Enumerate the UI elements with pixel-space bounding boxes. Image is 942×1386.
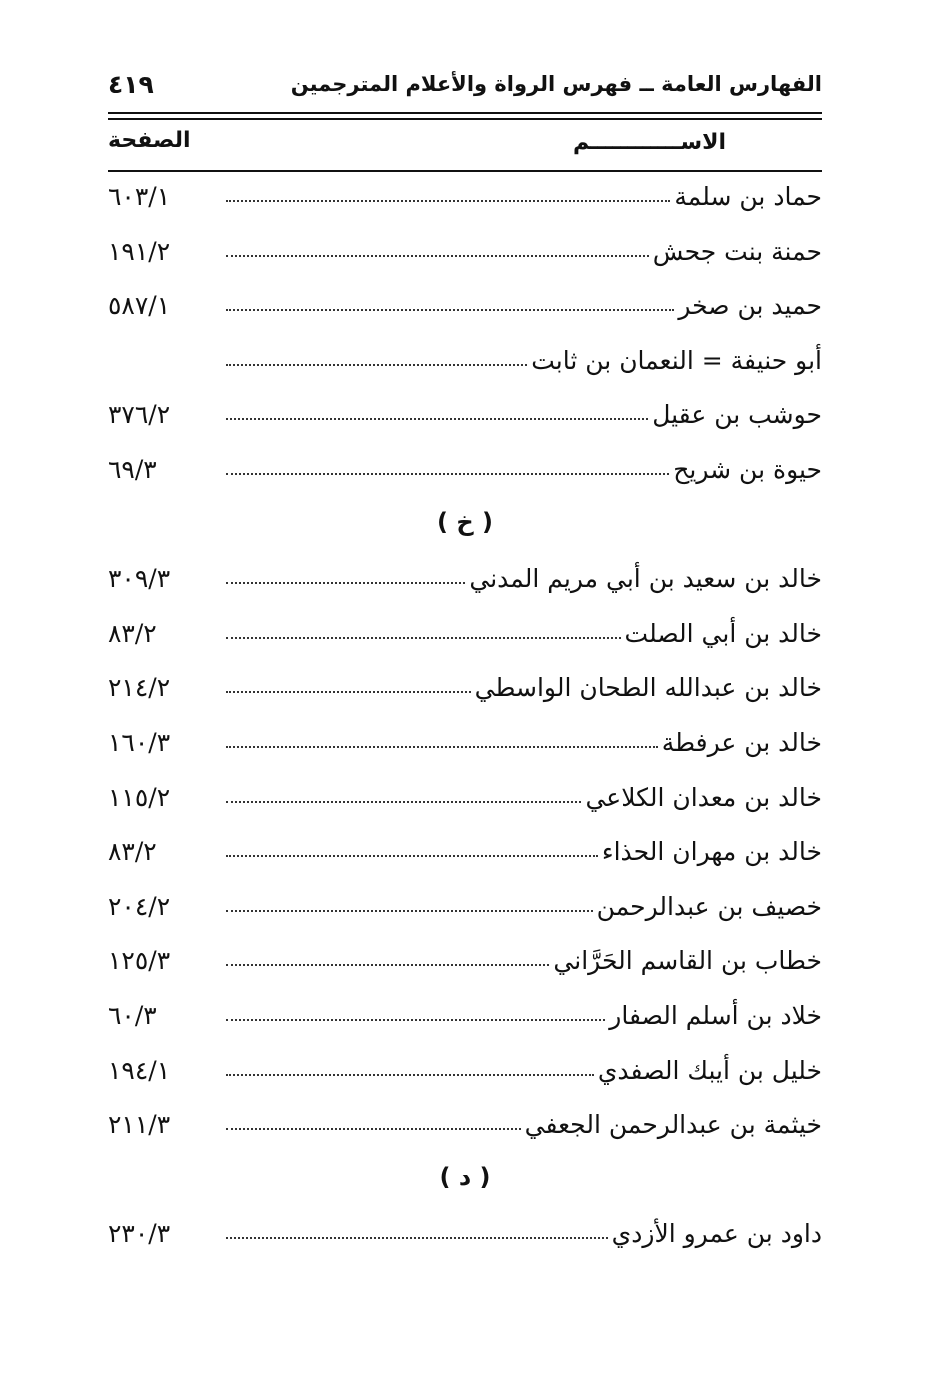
header-rule-bottom xyxy=(108,118,822,120)
entry-page-ref: ٣٧٦/٢ xyxy=(108,400,171,429)
leader-dots xyxy=(226,746,658,748)
header-rule-top xyxy=(108,112,822,114)
section-letter: ( د ) xyxy=(439,1163,491,1191)
leader-dots xyxy=(226,964,549,966)
index-entry xyxy=(108,560,822,604)
page-number: ٤١٩ xyxy=(108,70,154,99)
index-entry xyxy=(108,888,822,932)
entry-page-ref: ٢٣٠/٣ xyxy=(108,1219,171,1248)
entry-name: خطاب بن القاسم الحَرَّاني xyxy=(553,946,822,975)
index-entry xyxy=(108,1215,822,1259)
entry-name: خلاد بن أسلم الصفار xyxy=(609,1001,822,1030)
index-entry xyxy=(108,724,822,768)
index-entry xyxy=(108,396,822,440)
leader-dots xyxy=(226,582,465,584)
entry-name: حميد بن صخر xyxy=(678,291,822,320)
entry-page-ref: ١٩١/٢ xyxy=(108,237,171,266)
section-letter: ( خ ) xyxy=(437,508,493,536)
index-entry xyxy=(108,451,822,495)
entry-page-ref: ٦٠٣/١ xyxy=(108,182,171,211)
leader-dots xyxy=(226,309,674,311)
entry-name: حماد بن سلمة xyxy=(674,182,822,211)
index-entry xyxy=(108,833,822,877)
running-title: الفهارس العامة ــ فهرس الرواة والأعلام المترجمين xyxy=(290,72,822,96)
entry-name: خصيف بن عبدالرحمن xyxy=(596,892,822,921)
leader-dots xyxy=(226,1019,605,1021)
index-entry xyxy=(108,178,822,222)
index-entry xyxy=(108,615,822,659)
leader-dots xyxy=(226,855,598,857)
leader-dots xyxy=(226,364,527,366)
index-entry xyxy=(108,779,822,823)
index-entries xyxy=(108,178,822,1278)
leader-dots xyxy=(226,1074,594,1076)
entry-name: خالد بن أبي الصلت xyxy=(624,619,822,648)
entry-page-ref: ١٢٥/٣ xyxy=(108,946,171,975)
index-entry xyxy=(108,342,822,386)
entry-page-ref: ٢١٤/٢ xyxy=(108,673,171,702)
entry-name: خالد بن عرفطة xyxy=(661,728,822,757)
leader-dots xyxy=(226,255,649,257)
leader-dots xyxy=(226,1237,608,1239)
index-entry xyxy=(108,233,822,277)
entry-page-ref: ٢١١/٣ xyxy=(108,1110,171,1139)
leader-dots xyxy=(226,691,471,693)
entry-page-ref: ٨٣/٢ xyxy=(108,837,157,866)
entry-page-ref: ٣٠٩/٣ xyxy=(108,564,171,593)
entry-name: أبو حنيفة = النعمان بن ثابت xyxy=(531,346,822,375)
index-entry xyxy=(108,1106,822,1150)
entry-name: خالد بن معدان الكلاعي xyxy=(585,783,822,812)
leader-dots xyxy=(226,910,593,912)
running-header xyxy=(108,66,822,106)
entry-name: داود بن عمرو الأزدي xyxy=(611,1219,822,1248)
index-entry xyxy=(108,942,822,986)
entry-name: خيثمة بن عبدالرحمن الجعفي xyxy=(524,1110,822,1139)
entry-page-ref: ٦٩/٣ xyxy=(108,455,157,484)
entry-name: خليل بن أيبك الصفدي xyxy=(597,1056,822,1085)
entry-name: خالد بن عبدالله الطحان الواسطي xyxy=(474,673,822,702)
entry-page-ref: ٨٣/٢ xyxy=(108,619,157,648)
entry-name: حوشب بن عقيل xyxy=(652,400,822,429)
index-entry xyxy=(108,997,822,1041)
entry-name: حمنة بنت جحش xyxy=(652,237,822,266)
index-entry xyxy=(108,1052,822,1096)
entry-page-ref: ١٩٤/١ xyxy=(108,1056,171,1085)
leader-dots xyxy=(226,473,669,475)
entry-page-ref: ٦٠/٣ xyxy=(108,1001,157,1030)
leader-dots xyxy=(226,801,581,803)
entry-page-ref: ٥٨٧/١ xyxy=(108,291,171,320)
leader-dots xyxy=(226,418,648,420)
entry-page-ref: ١٦٠/٣ xyxy=(108,728,171,757)
column-header-rule xyxy=(108,170,822,172)
entry-page-ref: ٢٠٤/٢ xyxy=(108,892,171,921)
entry-name: خالد بن سعيد بن أبي مريم المدني xyxy=(469,564,822,593)
column-header xyxy=(108,124,822,168)
entry-name: خالد بن مهران الحذاء xyxy=(601,837,822,866)
index-entry xyxy=(108,669,822,713)
index-entry xyxy=(108,287,822,331)
leader-dots xyxy=(226,637,621,639)
column-page-heading: الصفحة xyxy=(108,128,191,153)
entry-name: حيوة بن شريح xyxy=(673,455,822,484)
leader-dots xyxy=(226,1128,521,1130)
leader-dots xyxy=(226,200,670,202)
entry-page-ref: ١١٥/٢ xyxy=(108,783,171,812)
column-name-heading: الاســــــــــــم xyxy=(572,130,726,155)
